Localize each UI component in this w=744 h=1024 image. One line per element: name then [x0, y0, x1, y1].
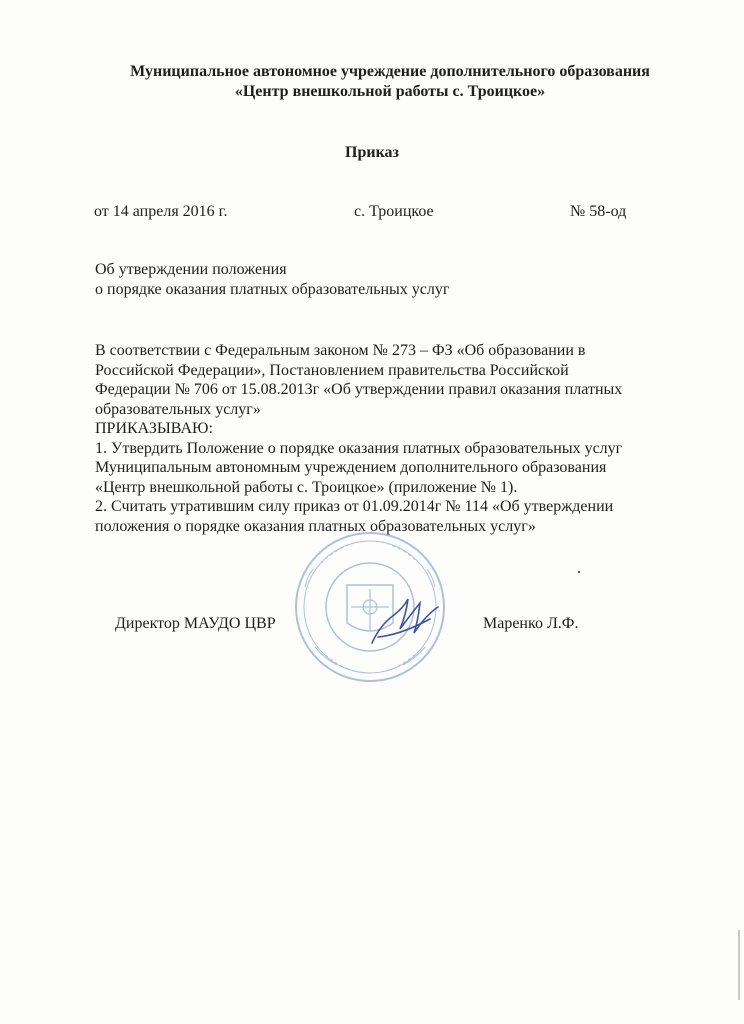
body-line: В соответствии с Федеральным законом № 273 – ФЗ «Об образовании в	[95, 342, 586, 359]
order-subject	[95, 260, 449, 300]
order-item-line: 1. Утвердить Положение о порядке оказания платных образовательных услуг	[95, 439, 623, 457]
stray-dot: .	[577, 560, 581, 577]
organization-name-line1: Муниципальное автономное учреждение дополнительного образования	[130, 63, 650, 80]
order-body	[95, 341, 675, 536]
document-title: Приказ	[345, 144, 399, 161]
organization-name-line2: «Центр внешкольной работы с. Троицкое»	[234, 83, 546, 100]
body-line: Российской Федерации», Постановлением правительства Российской	[95, 361, 569, 379]
subject-line2: о порядке оказания платных образовательных услуг	[95, 281, 450, 298]
order-item-line: «Центр внешкольной работы с. Троицкое» (приложение № 1).	[95, 478, 518, 496]
organization-header	[60, 62, 720, 102]
order-item-line: Муниципальным автономным учреждением дополнительного образования	[95, 459, 607, 476]
director-signature	[360, 585, 450, 655]
order-date: от 14 апреля 2016 г.	[94, 203, 228, 220]
signatory-role: Директор МАУДО ЦВР	[115, 615, 276, 632]
order-number: № 58-од	[570, 203, 627, 220]
order-item-line: положения о порядке оказания платных образовательных услуг»	[95, 517, 536, 535]
subject-line1: Об утверждении положения	[95, 261, 287, 278]
body-line: образовательных услуг»	[95, 400, 261, 418]
body-line: Федерации № 706 от 15.08.2013г «Об утверждении правил оказания платных	[95, 381, 623, 398]
order-keyword: ПРИКАЗЫВАЮ:	[95, 420, 213, 437]
order-item-line: 2. Считать утратившим силу приказ от 01.09.2014г № 114 «Об утверждении	[95, 498, 614, 515]
scan-edge-mark	[738, 930, 740, 1000]
signatory-name: Маренко Л.Ф.	[483, 615, 579, 632]
order-place: с. Троицкое	[354, 203, 434, 220]
